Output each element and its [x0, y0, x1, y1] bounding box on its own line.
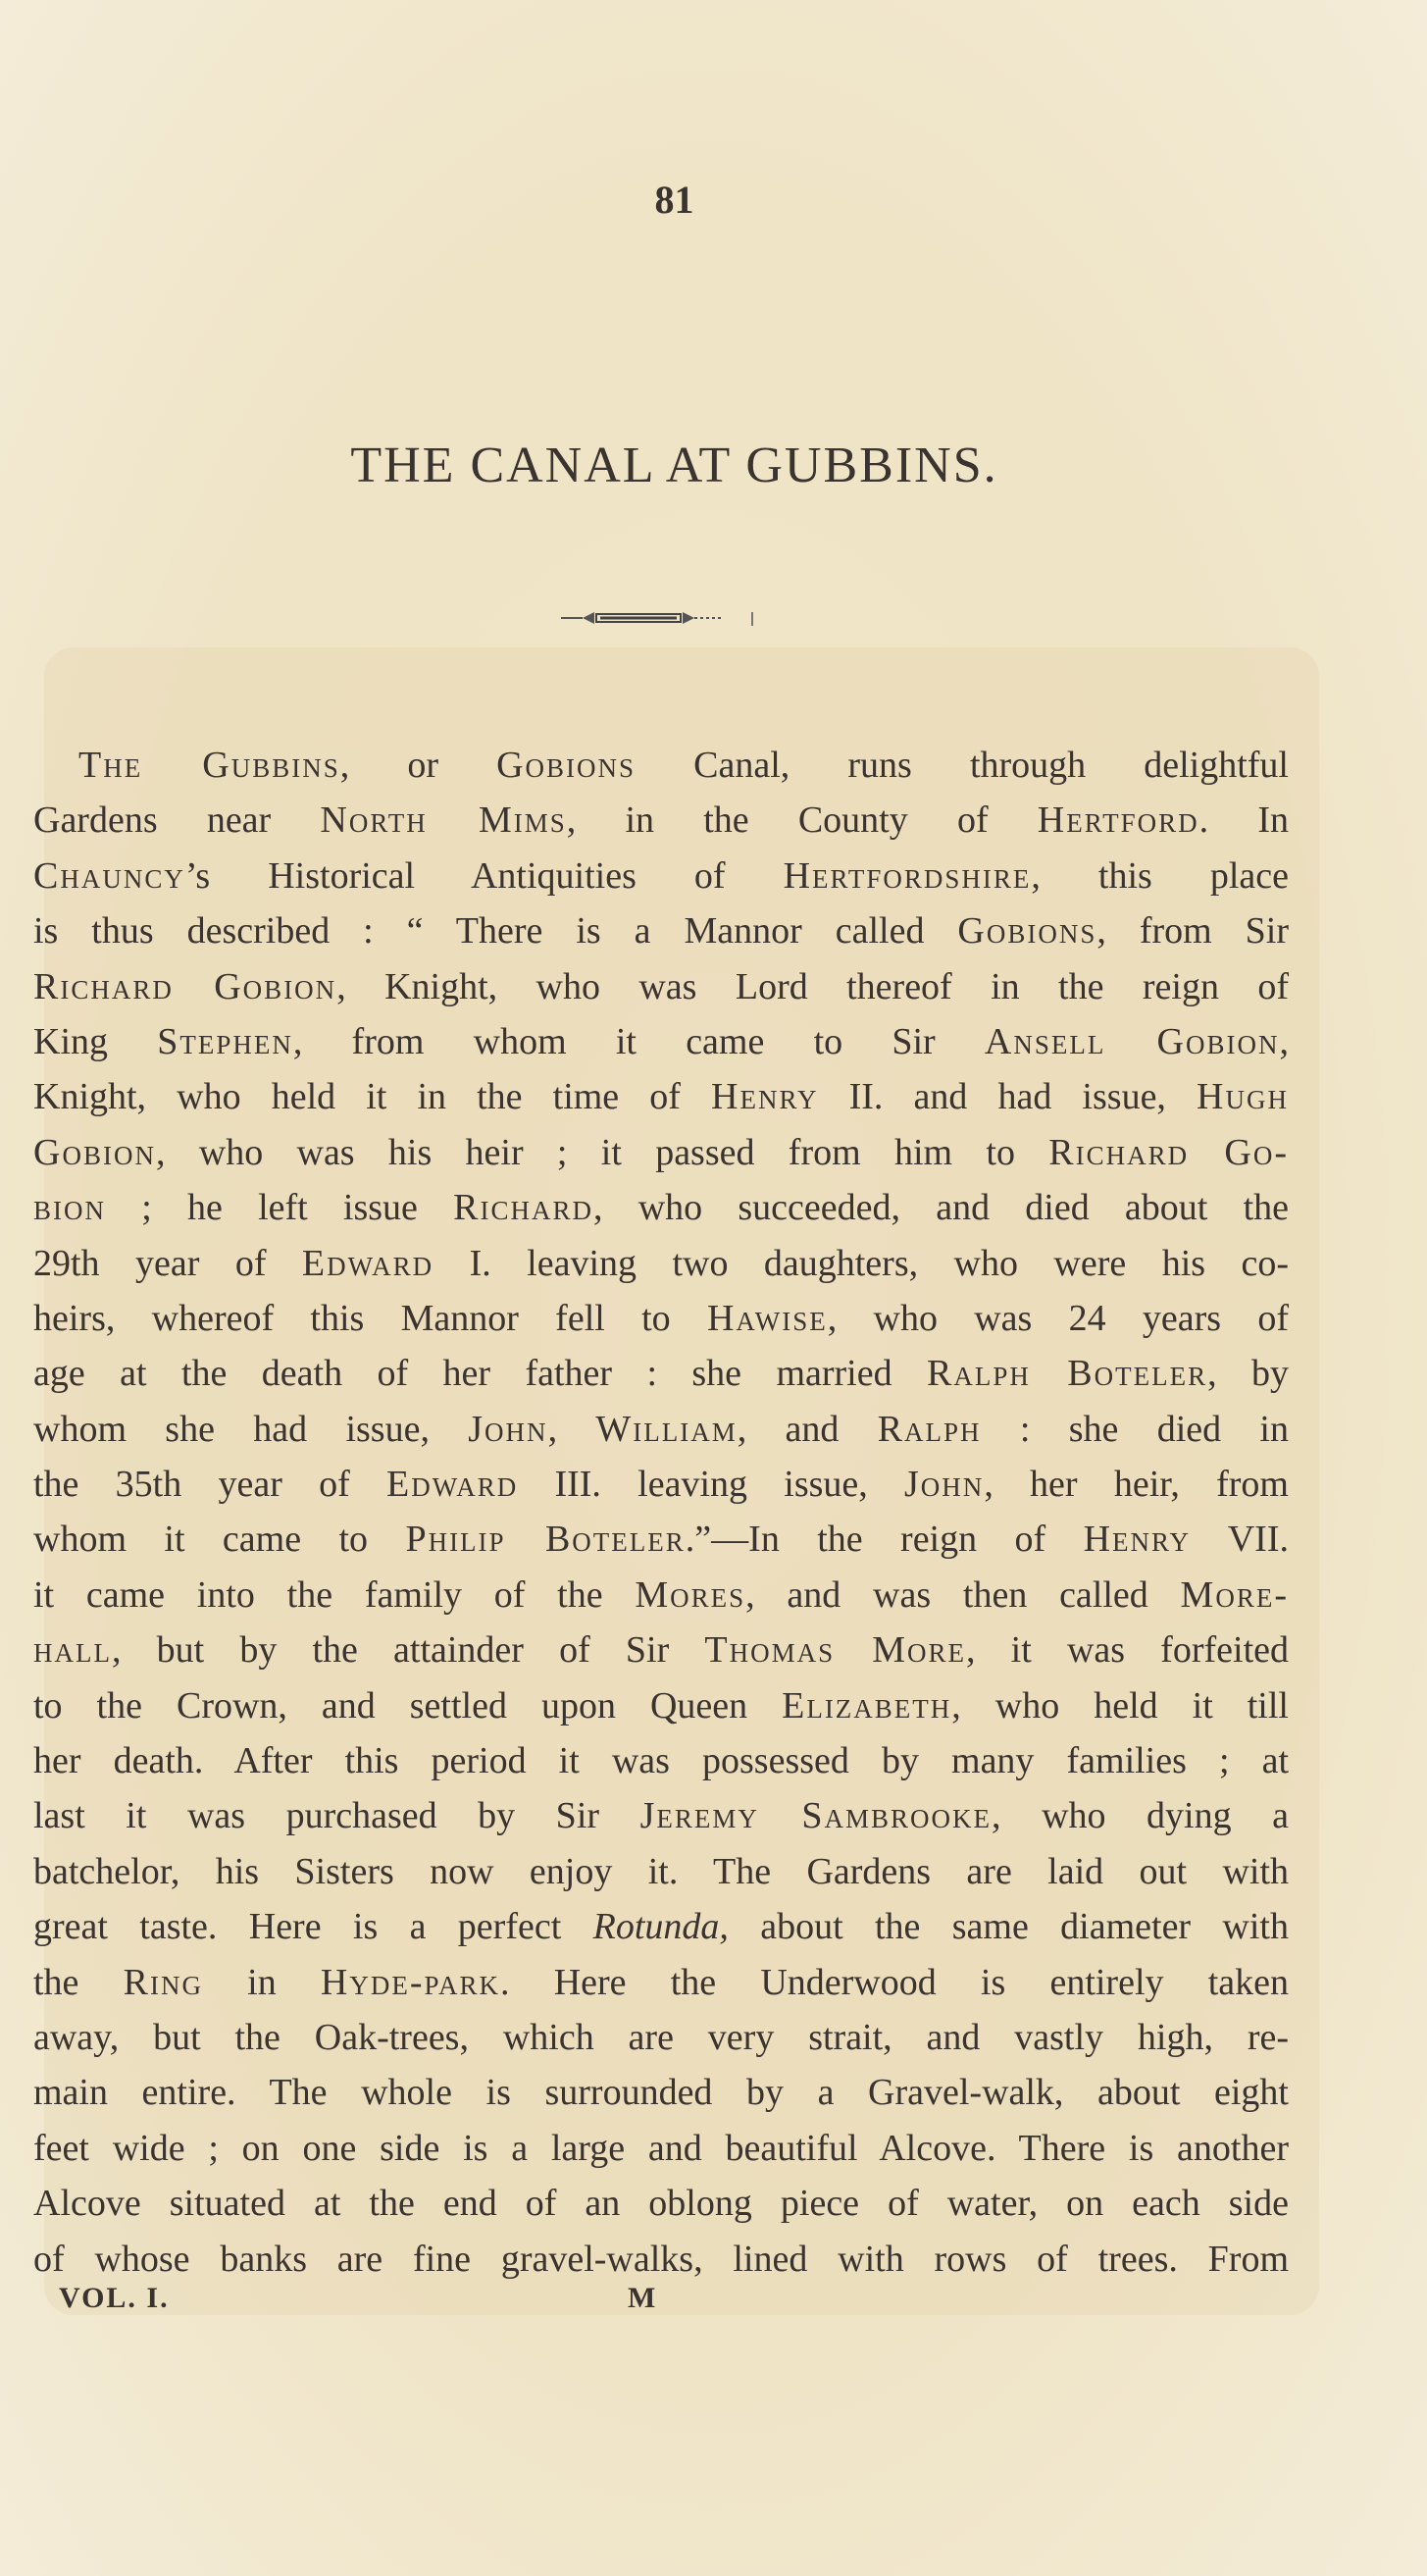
small-caps-text: Gobion	[33, 1131, 156, 1173]
text-line	[33, 1069, 1289, 1124]
text-segment: King	[33, 1020, 158, 1062]
text-segment: it came into the family of the	[33, 1573, 636, 1616]
text-segment: , by	[1207, 1353, 1289, 1395]
small-caps-text: Richard Gobion	[33, 965, 337, 1007]
text-segment: of whose banks are fine gravel-walks, lined with rows of trees. From	[33, 2238, 1289, 2280]
text-segment: . In	[1198, 799, 1289, 842]
small-caps-text: Ralph Boteler	[927, 1353, 1208, 1395]
small-caps-text: Hertford	[1037, 799, 1199, 842]
text-segment: in	[202, 1961, 321, 2003]
small-caps-text: bion	[33, 1187, 106, 1229]
text-segment: 29th year of	[33, 1242, 302, 1284]
small-caps-text: hall	[33, 1629, 112, 1672]
text-segment: Canal, runs through delightful	[636, 745, 1289, 786]
text-segment: . Here the Underwood is entirely taken	[500, 1961, 1289, 2003]
small-caps-text: Hugh	[1197, 1076, 1289, 1118]
text-segment: the 35th year of	[33, 1464, 386, 1506]
text-line	[33, 849, 1289, 903]
small-caps-text: John	[468, 1408, 548, 1450]
text-segment: is thus described : “ There is a Mannor called	[33, 910, 958, 953]
text-segment: , and	[737, 1408, 878, 1450]
text-line	[33, 1457, 1289, 1512]
text-segment: Gardens near	[33, 799, 321, 842]
text-segment: VII.	[1191, 1519, 1289, 1561]
text-segment: Knight, who held it in the time of	[33, 1076, 712, 1118]
text-line	[33, 1291, 1289, 1346]
text-segment: , from Sir	[1096, 910, 1289, 953]
text-segment: , Knight, who was Lord thereof in the reign of	[336, 965, 1289, 1007]
small-caps-text: Elizabeth	[782, 1684, 952, 1726]
text-line	[33, 1236, 1289, 1291]
text-line	[33, 1402, 1289, 1457]
text-segment: age at the death of her father : she married	[33, 1353, 928, 1395]
text-segment: her death. After this period it was possessed by many families ; at	[33, 1740, 1289, 1782]
small-caps-text: Edward	[386, 1464, 519, 1506]
text-line	[33, 1125, 1289, 1180]
text-segment: I. leaving two daughters, who were his co-	[433, 1242, 1290, 1284]
text-segment: whom it came to	[33, 1519, 406, 1561]
small-caps-text: John	[904, 1464, 985, 1506]
text-segment: batchelor, his Sisters now enjoy it. The Gardens are laid out with	[33, 1850, 1289, 1892]
text-segment: , who was 24 years of	[827, 1297, 1289, 1339]
small-caps-text: Richard	[453, 1187, 593, 1229]
text-segment: whom she had issue,	[33, 1408, 469, 1450]
text-line	[33, 1844, 1289, 1899]
text-line	[33, 2121, 1289, 2176]
text-segment: ’s Historical Antiquities of	[184, 854, 784, 897]
text-line	[33, 959, 1289, 1014]
italic-text: Rotunda,	[592, 1906, 729, 1948]
small-caps-text: Stephen	[157, 1020, 293, 1062]
text-line	[33, 1014, 1289, 1069]
text-segment: feet wide ; on one side is a large and beautiful Alcove. There is another	[33, 2127, 1289, 2169]
text-line	[33, 2010, 1289, 2065]
footer-signature: M	[628, 2282, 658, 2314]
small-caps-text: Gobions	[957, 910, 1097, 953]
text-segment: II. and had issue,	[818, 1076, 1198, 1118]
text-line	[33, 738, 1289, 793]
text-line	[33, 1346, 1289, 1401]
text-line	[33, 1623, 1289, 1677]
text-line	[33, 1180, 1289, 1235]
small-caps-text: Jeremy Sambrooke	[639, 1795, 993, 1837]
text-segment: ; he left issue	[106, 1187, 454, 1229]
text-line	[33, 1899, 1289, 1954]
body-text	[33, 738, 1289, 2287]
text-segment: , but by the attainder of Sir	[111, 1629, 705, 1672]
small-caps-text: Henry	[1083, 1519, 1192, 1561]
small-caps-text: Henry	[711, 1076, 819, 1118]
text-line	[33, 1733, 1289, 1788]
text-segment: , who held it till	[951, 1684, 1289, 1726]
chapter-title: THE CANAL AT GUBBINS.	[350, 438, 998, 493]
text-line	[33, 2176, 1289, 2231]
text-segment: , who was his heir ; it passed from him to	[155, 1131, 1049, 1173]
small-caps-text: Richard Go-	[1048, 1131, 1289, 1173]
text-segment: away, but the Oak-trees, which are very strait, and vastly high, re-	[33, 2016, 1289, 2058]
text-line	[33, 1678, 1289, 1733]
small-caps-text: Edward	[301, 1242, 434, 1284]
text-segment: about the same diameter with	[728, 1906, 1289, 1948]
text-line	[33, 1568, 1289, 1623]
text-segment: great taste. Here is a perfect	[33, 1906, 593, 1948]
text-segment: heirs, whereof this Mannor fell to	[33, 1297, 707, 1339]
text-line	[33, 903, 1289, 958]
text-line	[33, 1955, 1289, 2010]
footer-volume: VOL. I.	[59, 2282, 170, 2314]
text-line	[33, 793, 1289, 848]
text-segment: last it was purchased by Sir	[33, 1795, 640, 1837]
text-segment: main entire. The whole is surrounded by a Gravel-walk, about eight	[33, 2072, 1289, 2114]
text-line	[33, 2065, 1289, 2120]
text-line	[33, 1788, 1289, 1843]
small-caps-text: Gobions	[496, 745, 637, 786]
text-segment: to the Crown, and settled upon Queen	[33, 1684, 783, 1726]
small-caps-text: Gubbins	[202, 745, 340, 786]
small-caps-text: The	[78, 745, 203, 786]
small-caps-text: More-	[1180, 1573, 1289, 1616]
small-caps-text: William	[595, 1408, 738, 1450]
small-caps-text: Ralph	[877, 1408, 982, 1450]
small-caps-text: Ring	[123, 1961, 203, 2003]
small-caps-text: Thomas More	[704, 1629, 967, 1672]
small-caps-text: Ansell Gobion	[984, 1020, 1280, 1062]
text-segment: , who succeeded, and died about the	[593, 1187, 1289, 1229]
small-caps-text: Hertfordshire	[783, 854, 1032, 897]
text-segment: , and was then called	[745, 1573, 1181, 1616]
text-segment: .”—In the reign of	[685, 1519, 1084, 1561]
text-segment: , who dying a	[992, 1795, 1289, 1837]
small-caps-text: Philip Boteler	[405, 1519, 686, 1561]
text-line	[33, 2232, 1289, 2287]
text-segment: , it was forfeited	[966, 1629, 1289, 1672]
text-segment: , from whom it came to Sir	[292, 1020, 985, 1062]
ornament-rule-icon	[561, 610, 757, 626]
text-segment: , in the County of	[566, 799, 1038, 842]
small-caps-text: Chauncy	[33, 854, 185, 897]
text-segment: ,	[547, 1408, 596, 1450]
small-caps-text: Hyde-park	[320, 1961, 501, 2003]
small-caps-text: Hawise	[706, 1297, 828, 1339]
small-caps-text: Mores	[635, 1573, 746, 1616]
text-segment: ,	[1279, 1020, 1289, 1062]
text-segment: III. leaving issue,	[518, 1464, 905, 1506]
small-caps-text: North Mims	[320, 799, 567, 842]
page-number: 81	[654, 178, 694, 222]
text-segment: , her heir, from	[984, 1464, 1289, 1506]
text-segment: , or	[339, 745, 497, 786]
text-segment: Alcove situated at the end of an oblong piece of water, on each side	[33, 2183, 1289, 2225]
text-segment: , this place	[1031, 854, 1290, 897]
text-segment: : she died in	[981, 1408, 1289, 1450]
text-line	[33, 1512, 1289, 1567]
text-segment: the	[33, 1961, 124, 2003]
